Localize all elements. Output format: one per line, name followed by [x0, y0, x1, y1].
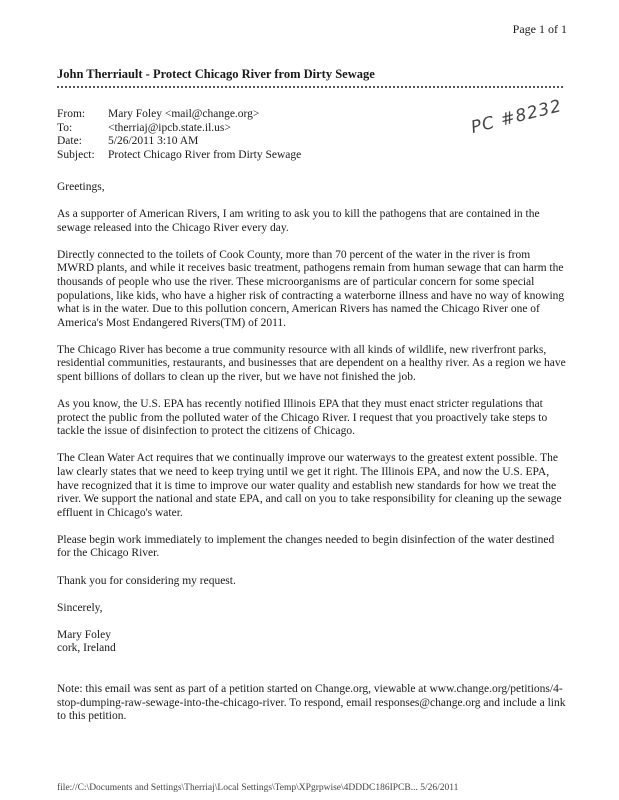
header-date-label: Date:: [57, 135, 82, 147]
header-from-label: From:: [57, 108, 86, 120]
body-paragraph-4: As you know, the U.S. EPA has recently notified Illinois EPA that they must enact stricter regulations that protect the public from the polluted water of the Chicago River. I request that you proactively take steps to tackle the issue of disinfection to protect the citizens of Chicago.: [57, 398, 548, 438]
header-subject-value: Protect Chicago River from Dirty Sewage: [108, 148, 302, 161]
body-paragraph-5: The Clean Water Act requires that we continually improve our waterways to the greatest extent possible. The law clearly states that we need to keep trying until we get it right. The Illinois EPA, and now the U.S. EPA, have recognized that it is time to improve our water quality and establish new standards for how we treat the river. We support the national and state EPA, and call on you to take responsibility for cleaning up the sewage effluent in Chicago's water.: [57, 452, 562, 519]
file-path-footer: file://C:\Documents and Settings\Therriaj\Local Settings\Temp\XPgrpwise\4DDDC186IPCB... 5/26/2011: [57, 783, 459, 793]
header-to: [57, 122, 301, 136]
greeting: Greetings,: [57, 181, 105, 193]
header-to-label: To:: [57, 121, 73, 134]
page-number: Page 1 of 1: [512, 22, 567, 36]
header-from-value: Mary Foley <mail@change.org>: [108, 108, 260, 120]
body-paragraph-6: Please begin work immediately to implement the changes needed to begin disinfection of the water destined for the Chicago River.: [57, 533, 555, 560]
email-body: [57, 181, 567, 656]
signature-name: Mary Foley: [57, 628, 111, 641]
email-headers: [57, 108, 301, 162]
closing: Sincerely,: [57, 601, 103, 614]
body-paragraph-7: Thank you for considering my request.: [57, 574, 236, 587]
header-to-value: <therriaj@ipcb.state.il.us>: [108, 121, 231, 134]
header-subject: [57, 149, 301, 163]
header-subject-label: Subject:: [57, 148, 95, 161]
body-paragraph-1: As a supporter of American Rivers, I am writing to ask you to kill the pathogens that are contained in the sewage released into the Chicago River every day.: [57, 208, 540, 234]
body-paragraph-3: The Chicago River has become a true community resource with all kinds of wildlife, new riverfront parks, residential communities, restaurants, and businesses that are dependent on a healthy river. As a region we have spent billions of dollars to clean up the river, but we have not finished the job.: [57, 343, 566, 384]
header-from: [57, 108, 301, 122]
title-divider: [57, 86, 563, 88]
header-date: [57, 135, 301, 149]
signature-location: cork, Ireland: [57, 642, 116, 655]
handwritten-stamp: PC #8232: [468, 96, 565, 138]
header-date-value: 5/26/2011 3:10 AM: [108, 135, 199, 147]
body-paragraph-2: Directly connected to the toilets of Cook County, more than 70 percent of the water in the river is from MWRD plants, and while it receives basic treatment, pathogens remain from human sewage that can harm the thousands of people who use the river. These microorganisms are of particular concern for some special populations, like kids, who have a higher risk of contracting a waterborne illness and have no way of knowing what is in the water. Due to this pollution concern, American Rivers has named the Chicago River one of America's Most Endangered Rivers(TM) of 2011.: [57, 248, 565, 329]
petition-note: Note: this email was sent as part of a petition started on Change.org, viewable at www.change.org/petitions/4-stop-dumping-raw-sewage-into-the-chicago-river. To respond, email responses@change.org and include a link to this petition.: [57, 683, 566, 723]
email-title: John Therriault - Protect Chicago River from Dirty Sewage: [57, 67, 375, 81]
